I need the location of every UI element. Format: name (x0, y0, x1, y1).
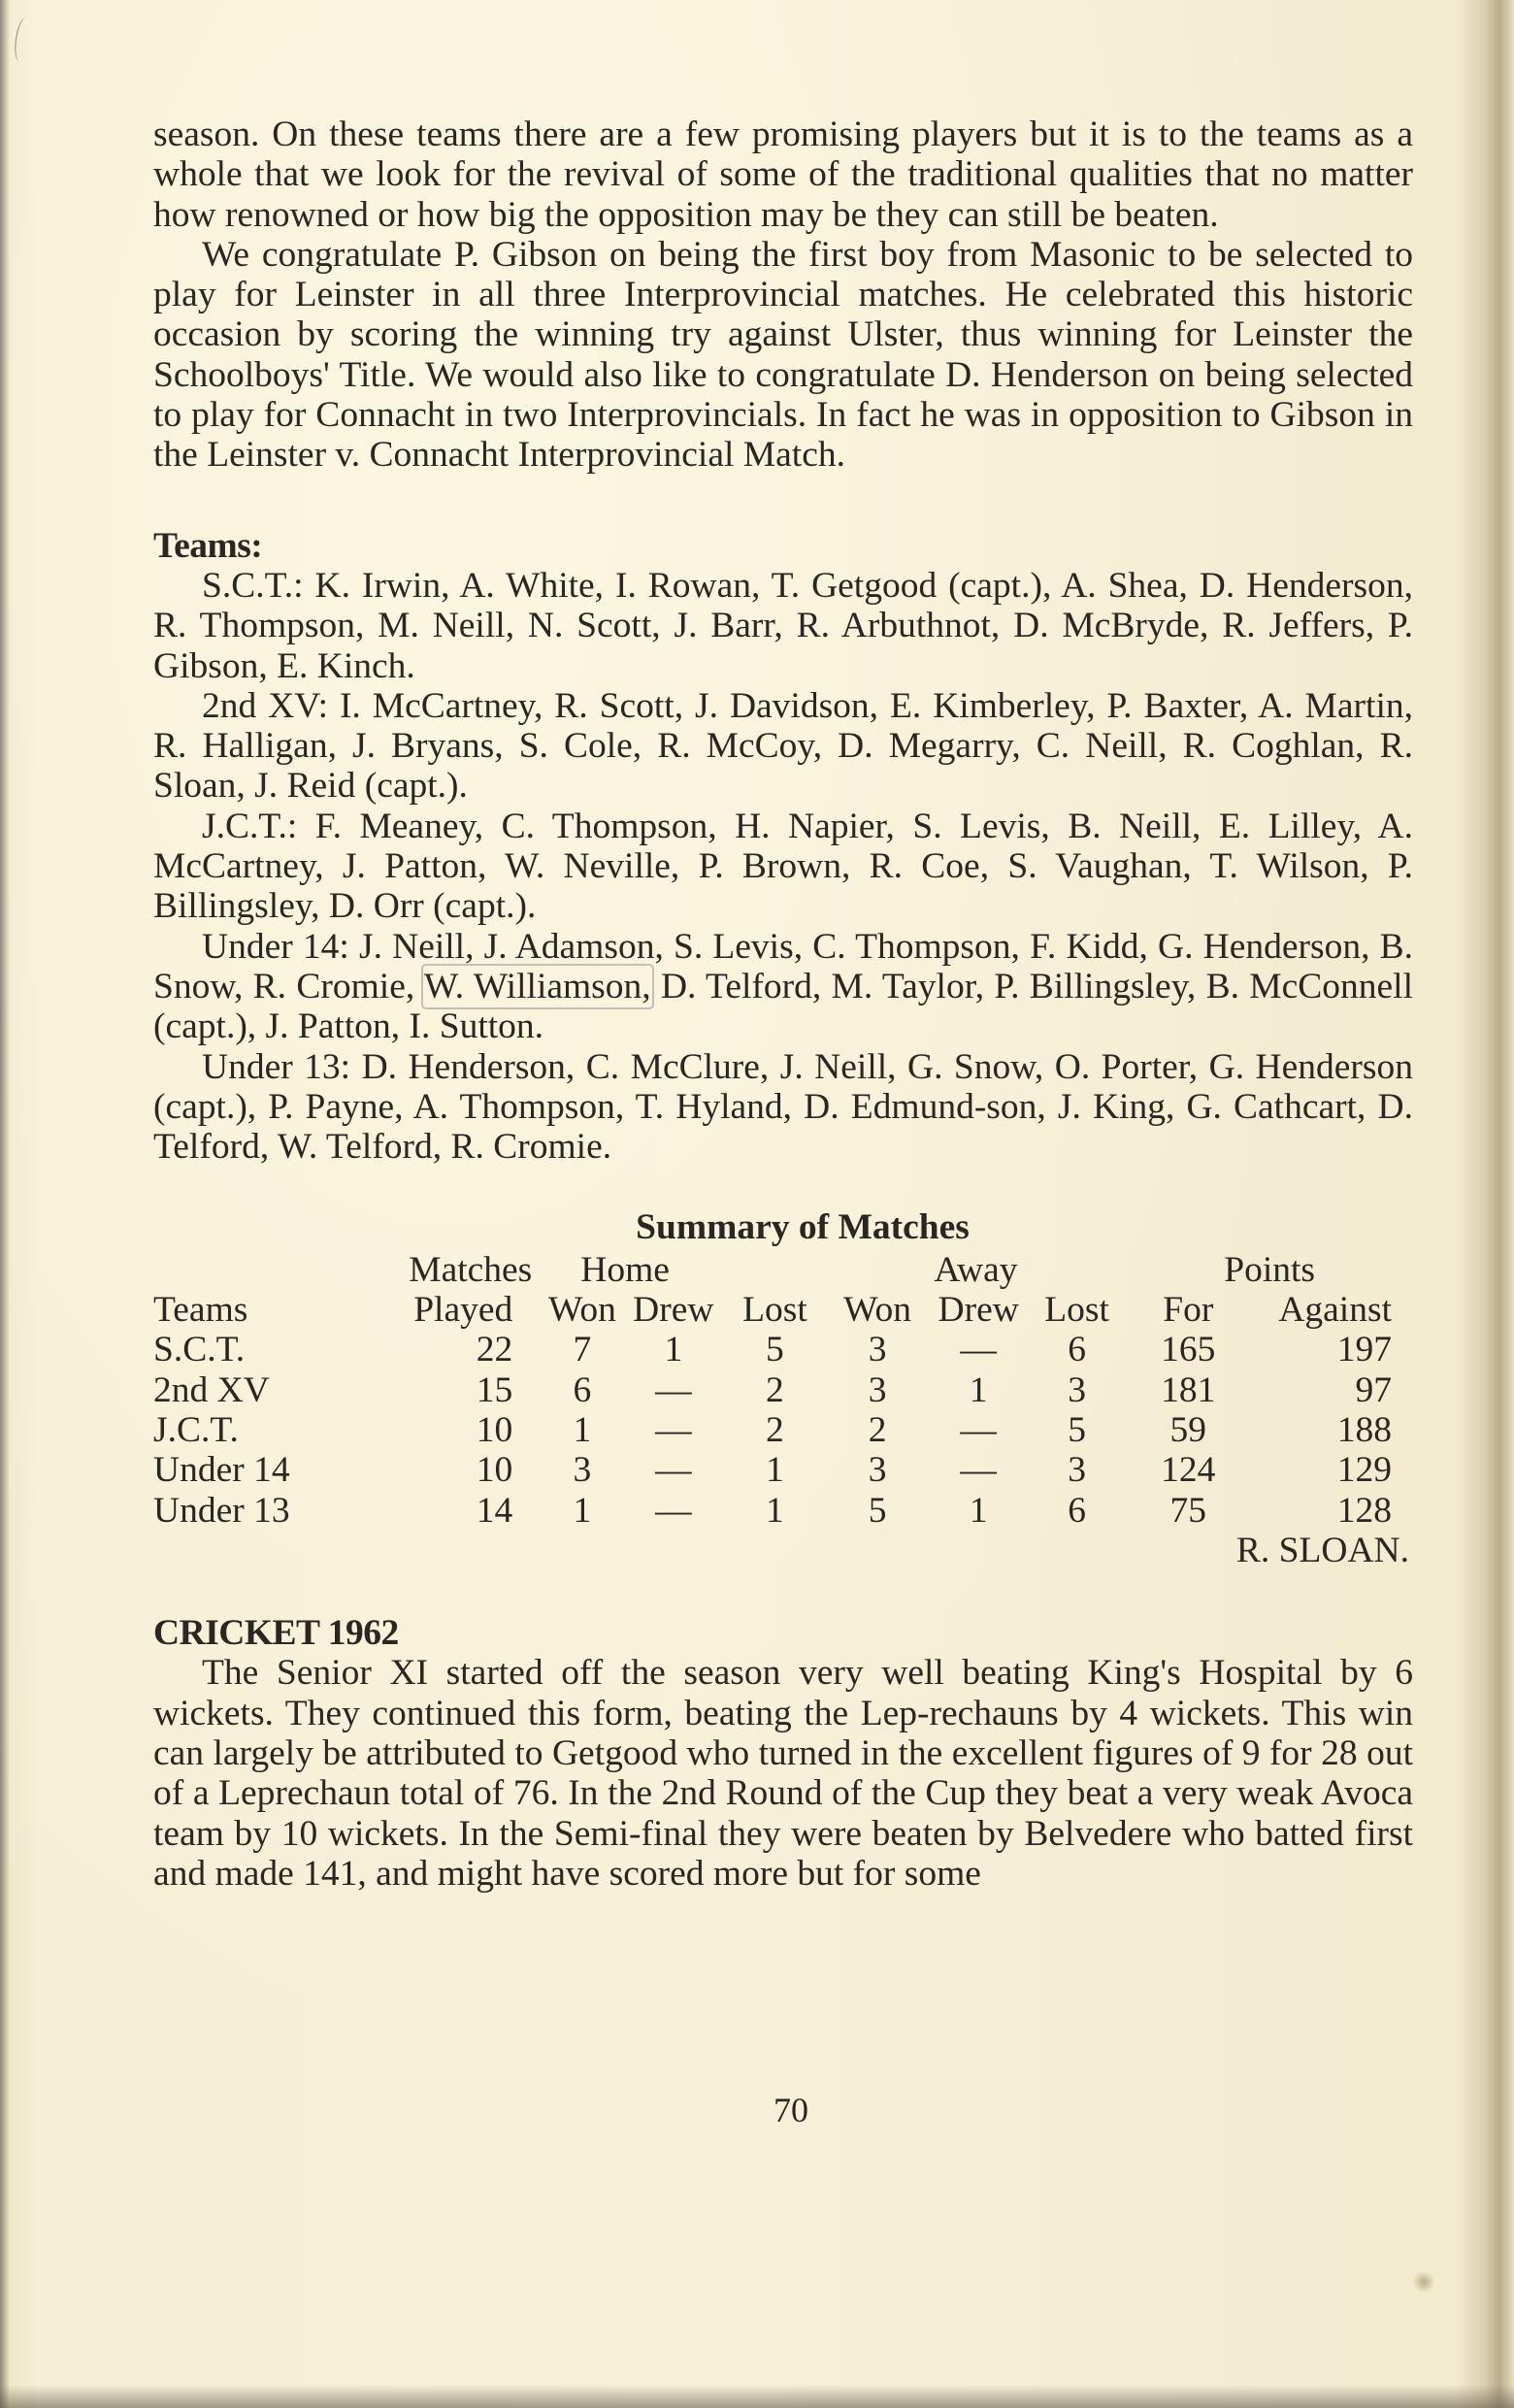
cell-team: J.C.T. (153, 1409, 239, 1450)
summary-of-matches-table (153, 1250, 1413, 1531)
cell-away-drew: 1 (969, 1369, 988, 1410)
team-list-under-14 (153, 927, 1413, 1047)
cell-home-won: 7 (573, 1330, 592, 1370)
cell-home-drew: 1 (664, 1330, 683, 1370)
cell-points-against: 129 (1336, 1450, 1392, 1491)
team-players: K. Irwin, A. White, I. Rowan, T. Getgood (capt.), A. Shea, D. Henderson, R. Thompson, M. Neill, N. Scott, J. Barr, R. Arbuthnot, D. McBryde, R. Jeffers, P. Gibson, E. Kinch. (153, 565, 1413, 686)
team-list-sct (153, 566, 1413, 686)
column-header-points-for: For (1163, 1290, 1214, 1331)
group-header-away: Away (934, 1249, 1018, 1290)
table-group-header-row (153, 1250, 1413, 1290)
cell-team: S.C.T. (153, 1330, 246, 1370)
cricket-heading: CRICKET 1962 (153, 1613, 399, 1654)
group-header-home: Home (580, 1249, 670, 1290)
cell-points-against: 188 (1336, 1409, 1392, 1450)
cell-away-drew: — (960, 1450, 997, 1491)
team-label: S.C.T.: (202, 565, 304, 606)
cell-home-lost: 2 (766, 1409, 784, 1450)
table-row (153, 1410, 1413, 1450)
column-header-home-lost: Lost (742, 1290, 807, 1331)
table-row (153, 1450, 1413, 1490)
column-header-teams: Teams (153, 1290, 248, 1331)
cell-points-for: 124 (1161, 1450, 1216, 1491)
cell-home-lost: 1 (766, 1450, 784, 1491)
cell-away-won: 2 (868, 1409, 887, 1450)
column-header-home-drew: Drew (633, 1290, 714, 1331)
cell-home-drew: — (655, 1369, 692, 1410)
cell-away-drew: — (960, 1330, 997, 1370)
cell-away-won: 5 (868, 1490, 887, 1531)
cell-points-for: 181 (1161, 1369, 1216, 1410)
team-label: Under 13: (202, 1046, 351, 1087)
team-players: F. Meaney, C. Thompson, H. Napier, S. Levis, B. Neill, E. Lilley, A. McCartney, J. Patton, W. Neville, P. Brown, R. Coe, S. Vaughan, T. Wilson, P. Billingsley, D. Orr (capt.). (153, 806, 1413, 927)
cell-away-lost: 6 (1068, 1490, 1086, 1531)
cell-played: 10 (476, 1409, 513, 1450)
team-label: 2nd XV: (202, 685, 328, 726)
column-header-away-lost: Lost (1044, 1290, 1109, 1331)
cell-played: 14 (476, 1490, 513, 1531)
team-players: D. Telford, M. Taylor, P. Billingsley, B. McConnell (capt.), J. Patton, I. Sutton. (153, 966, 1414, 1047)
cell-away-drew: — (960, 1409, 997, 1450)
cell-points-against: 97 (1355, 1369, 1392, 1410)
cell-away-drew: 1 (969, 1490, 988, 1531)
group-header-points: Points (1224, 1249, 1316, 1290)
cell-home-drew: — (655, 1409, 692, 1450)
column-header-away-drew: Drew (938, 1290, 1019, 1331)
team-list-jct (153, 807, 1413, 927)
cell-home-lost: 5 (766, 1330, 784, 1370)
author-signature: R. SLOAN. (1235, 1530, 1409, 1570)
cell-points-for: 165 (1161, 1330, 1216, 1370)
teams-heading: Teams: (153, 525, 263, 566)
column-header-played: Played (413, 1290, 513, 1331)
table-row (153, 1330, 1413, 1369)
team-players: I. McCartney, R. Scott, J. Davidson, E. Kimberley, P. Baxter, A. Martin, R. Halligan, J. Bryans, S. Cole, R. McCoy, D. Megarry, C. Neill, R. Coghlan, R. Sloan, J. Reid (capt.). (153, 685, 1413, 807)
cell-home-won: 1 (573, 1409, 592, 1450)
pencil-mark (13, 16, 33, 63)
page-content (153, 115, 1413, 1894)
cell-team: Under 14 (153, 1450, 290, 1491)
cell-team: 2nd XV (153, 1369, 270, 1410)
rugby-paragraph-continued: season. On these teams there are a few promising players but it is to the teams as a whole that we look for the revival of some of the traditional qualities that no matter how renowned or how big the opposition may be they can still be beaten. (153, 115, 1413, 235)
cell-points-for: 59 (1169, 1409, 1207, 1450)
team-list-2nd-xv (153, 686, 1413, 807)
cell-away-lost: 6 (1068, 1330, 1086, 1370)
cell-away-lost: 3 (1068, 1369, 1086, 1410)
cricket-paragraph: The Senior XI started off the season very well beating King's Hospital by 6 wickets. They continued this form, beating the Lep-rechauns by 4 wickets. This win can largely be attributed to Getgood who turned in the excellent figures of 9 for 28 out of a Leprechaun total of 76. In the 2nd Round of the Cup they beat a very weak Avoca team by 10 wickets. In the Semi-final they were beaten by Belvedere who batted first and made 141, and might have scored more but for some (153, 1653, 1413, 1894)
cell-home-lost: 2 (766, 1369, 784, 1410)
table-row (153, 1491, 1413, 1531)
team-players: D. Henderson, C. McClure, J. Neill, G. Snow, O. Porter, G. Henderson (capt.), P. Payne, A. Thompson, T. Hyland, D. Edmund-son, J. King, G. Cathcart, D. Telford, W. Telford, R. Cromie. (153, 1046, 1413, 1168)
cell-played: 22 (476, 1330, 513, 1370)
cell-team: Under 13 (153, 1490, 290, 1531)
cell-away-lost: 3 (1068, 1450, 1086, 1491)
summary-title: Summary of Matches (636, 1207, 970, 1248)
team-list-under-13 (153, 1047, 1413, 1168)
column-header-points-against: Against (1278, 1290, 1392, 1331)
cell-away-won: 3 (868, 1369, 887, 1410)
team-label: Under 14: (202, 926, 349, 967)
table-row (153, 1370, 1413, 1410)
cell-home-won: 6 (573, 1369, 592, 1410)
cell-home-drew: — (655, 1490, 692, 1531)
cell-away-lost: 5 (1068, 1409, 1086, 1450)
cell-away-won: 3 (868, 1450, 887, 1491)
table-column-header-row (153, 1290, 1413, 1330)
page-number: 70 (773, 2091, 808, 2129)
page-binding-edge (0, 0, 10, 2408)
summary-table-body (153, 1330, 1413, 1530)
team-label: J.C.T.: (202, 806, 298, 846)
paper-stain (1412, 2271, 1435, 2293)
cell-played: 10 (476, 1450, 513, 1491)
cell-home-won: 1 (573, 1490, 592, 1531)
group-header-matches: Matches (409, 1249, 533, 1290)
cell-home-won: 3 (573, 1450, 592, 1491)
cell-away-won: 3 (868, 1330, 887, 1370)
cell-played: 15 (476, 1369, 513, 1410)
column-header-away-won: Won (843, 1290, 912, 1331)
cell-points-against: 197 (1336, 1330, 1392, 1370)
cell-home-drew: — (655, 1450, 692, 1491)
cell-points-against: 128 (1336, 1490, 1392, 1531)
rugby-congratulations-paragraph: We congratulate P. Gibson on being the first boy from Masonic to be selected to play for Leinster in all three Interprovincial matches. He celebrated this historic occasion by scoring the winning try against Ulster, thus winning for Leinster the Schoolboys' Title. We would also like to congratulate D. Henderson on being selected to play for Connacht in two Interprovincials. In fact he was in opposition to Gibson in the Leinster v. Connacht Interprovincial Match. (153, 234, 1413, 476)
pencil-circled-name: W. Williamson, (423, 966, 651, 1006)
team-players: J. Neill, J. Adamson, S. Levis, C. Thompson, F. Kidd, G. Henderson, B. Snow, R. Cromie, (153, 926, 1413, 1006)
cell-home-lost: 1 (766, 1490, 784, 1531)
cell-points-for: 75 (1169, 1490, 1207, 1531)
column-header-home-won: Won (547, 1290, 616, 1331)
